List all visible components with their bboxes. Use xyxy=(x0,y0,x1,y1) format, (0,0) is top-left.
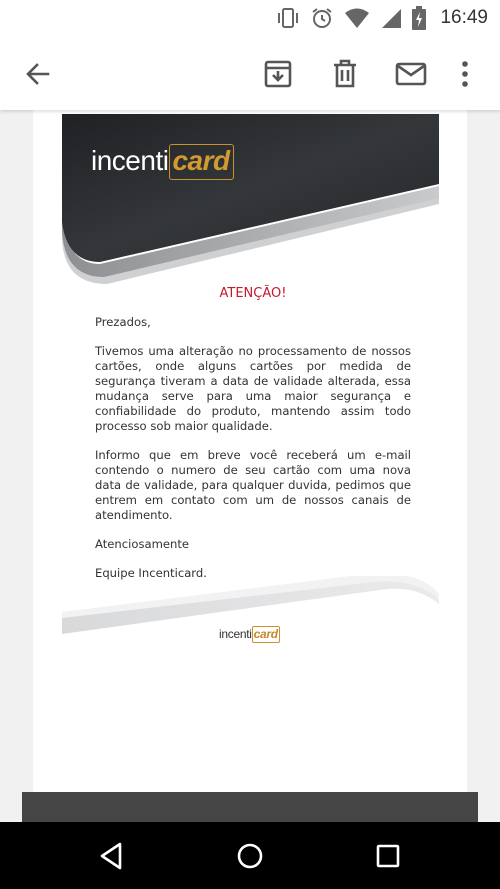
email-app-bar xyxy=(0,36,500,110)
more-options-button[interactable] xyxy=(455,58,475,90)
email-paragraph-1: Tivemos uma alteração no processamento de nossos cartões, onde alguns cartões por medida de segurança tiveram a data de validade alterada, essa mudança serve para uma maior segurança e confiabilidade do produto, mantendo assim todo processo sob maior qualidade. xyxy=(95,344,411,433)
nav-back-button[interactable] xyxy=(96,840,128,872)
wifi-icon xyxy=(344,7,370,29)
delete-icon xyxy=(329,58,361,90)
signal-icon xyxy=(380,7,402,29)
navigation-bar xyxy=(0,822,500,889)
brand-logo xyxy=(91,144,234,180)
email-card xyxy=(33,110,467,810)
email-closing: Atenciosamente xyxy=(95,537,190,551)
recents-square-icon xyxy=(372,840,404,872)
status-time: 16:49 xyxy=(440,7,488,28)
email-body xyxy=(95,280,411,595)
email-paragraph-2: Informo que em breve você receberá um e-mail contendo o numero de seu cartão com uma nova data de validade, para qualquer duvida, pedimos que entrem em contato com um de nossos canais de atendimento. xyxy=(95,448,411,522)
archive-icon xyxy=(262,58,294,90)
battery-icon xyxy=(412,6,426,30)
email-signature: Equipe Incenticard. xyxy=(95,566,207,580)
back-button[interactable] xyxy=(22,58,54,90)
vibrate-icon xyxy=(276,7,300,29)
header-banner xyxy=(62,114,439,284)
back-triangle-icon xyxy=(96,840,128,872)
status-bar xyxy=(0,0,500,36)
nav-home-button[interactable] xyxy=(234,840,266,872)
email-greeting: Prezados, xyxy=(95,315,151,329)
footer-brand-logo xyxy=(219,626,280,643)
footer-logo-text: incenti xyxy=(219,627,252,641)
email-dark-footer xyxy=(22,792,478,822)
mark-unread-icon xyxy=(395,58,427,90)
back-arrow-icon xyxy=(22,58,54,90)
nav-recents-button[interactable] xyxy=(372,840,404,872)
footer-logo-highlight: card xyxy=(253,627,278,641)
brand-logo-highlight: card xyxy=(169,144,233,180)
brand-logo-text: incenti xyxy=(91,145,169,176)
archive-button[interactable] xyxy=(262,58,294,90)
email-content-area[interactable] xyxy=(0,110,500,822)
email-title: ATENÇÃO! xyxy=(219,286,287,301)
mark-unread-button[interactable] xyxy=(395,58,427,90)
delete-button[interactable] xyxy=(329,58,361,90)
more-vert-icon xyxy=(455,58,475,90)
home-circle-icon xyxy=(234,840,266,872)
alarm-icon xyxy=(310,6,334,30)
